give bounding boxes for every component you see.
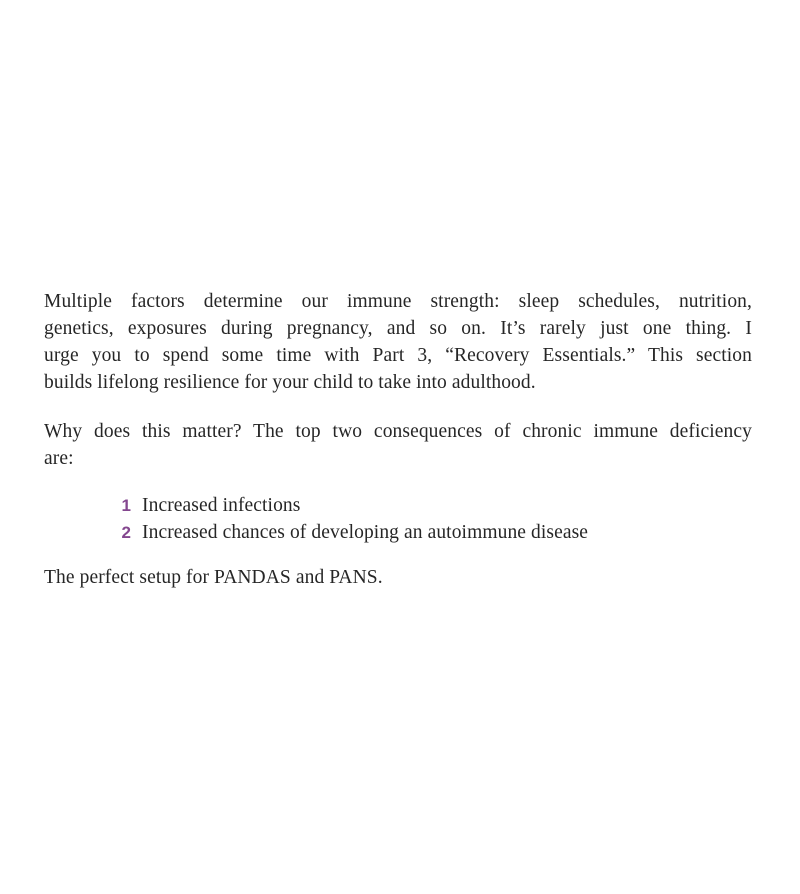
paragraph-line: Multiple factors determine our immune strength: sleep schedules, nutrition, bbox=[44, 291, 752, 312]
paragraph-line: urge you to spend some time with Part 3, “Recovery Essentials.” This section bbox=[44, 345, 752, 366]
list-item-text: Increased infections bbox=[142, 495, 301, 516]
paragraph-line: genetics, exposures during pregnancy, and so on. It’s rarely just one thing. I bbox=[44, 318, 752, 339]
numbered-list bbox=[119, 492, 752, 546]
list-item-number: 1 bbox=[121, 496, 131, 515]
list-item bbox=[119, 492, 752, 519]
body-paragraph-1 bbox=[44, 288, 752, 396]
list-item bbox=[119, 519, 752, 546]
list-item-number: 2 bbox=[121, 523, 131, 542]
body-paragraph-2 bbox=[44, 418, 752, 472]
list-item-text: Increased chances of developing an autoimmune disease bbox=[142, 522, 589, 543]
closing-paragraph: The perfect setup for PANDAS and PANS. bbox=[44, 567, 383, 588]
paragraph-line: Why does this matter? The top two consequences of chronic immune deficiency bbox=[44, 421, 752, 442]
paragraph-line: builds lifelong resilience for your child to take into adulthood. bbox=[44, 372, 536, 393]
paragraph-line: are: bbox=[44, 448, 74, 469]
